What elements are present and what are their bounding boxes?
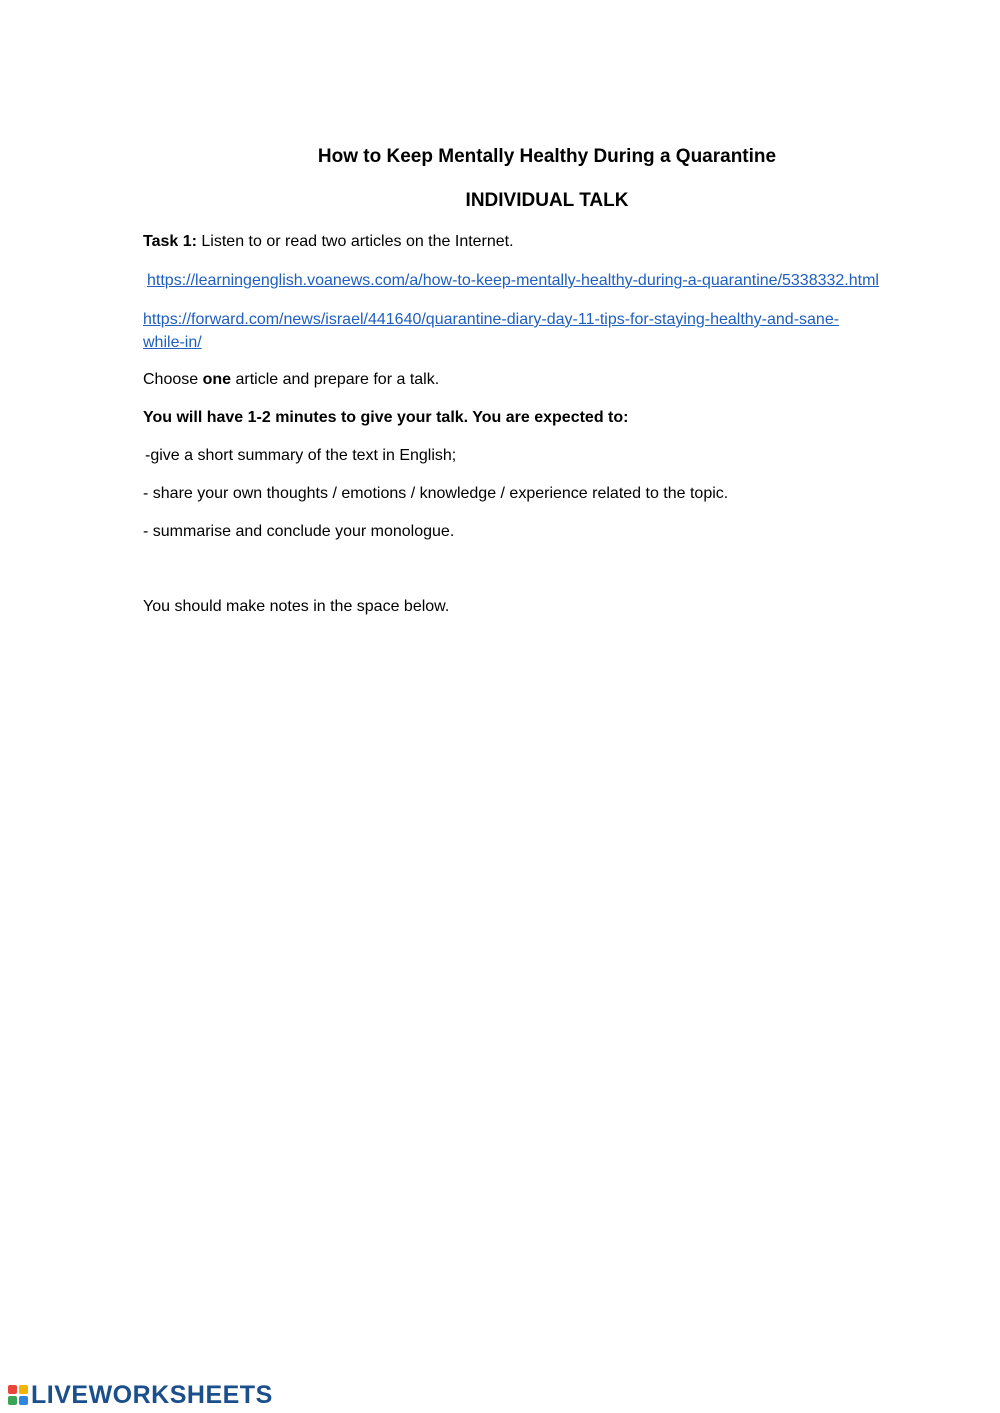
link-voanews-line (147, 269, 879, 292)
choose-pre: Choose (143, 371, 203, 388)
link-forward[interactable]: https://forward.com/news/israel/441640/quarantine-diary-day-11-tips-for-staying-healthy-and-sane- (143, 311, 840, 328)
choose-bold: one (202, 371, 232, 388)
choose-line (143, 368, 439, 391)
task-text: Listen to or read two articles on the Internet. (196, 233, 514, 250)
choose-post: article and prepare for a talk. (231, 371, 440, 388)
link-voanews[interactable]: https://learningenglish.voanews.com/a/how-to-keep-mentally-healthy-during-a-quarantine/5338332.html (147, 272, 879, 289)
bullet-summary: -give a short summary of the text in English; (145, 447, 457, 464)
task-label: Task 1: (143, 233, 197, 250)
bullet-share: - share your own thoughts / emotions / knowledge / experience related to the topic. (143, 485, 729, 502)
link-forward-line-2 (143, 331, 202, 354)
link-forward-continued[interactable]: while-in/ (143, 334, 202, 351)
page-subtitle: INDIVIDUAL TALK (465, 190, 629, 211)
bullet-conclude: - summarise and conclude your monologue. (143, 523, 455, 540)
logo-text: LIVEWORKSHEETS (31, 1380, 273, 1409)
page-title: How to Keep Mentally Healthy During a Quarantine (317, 146, 777, 167)
task-line (143, 230, 514, 253)
notes-instruction: You should make notes in the space below. (143, 598, 450, 615)
link-forward-line-1 (143, 308, 839, 331)
liveworksheets-logo (8, 1381, 273, 1409)
expectation-line: You will have 1-2 minutes to give your talk. You are expected to: (143, 409, 629, 426)
logo-blocks-icon (8, 1385, 28, 1405)
